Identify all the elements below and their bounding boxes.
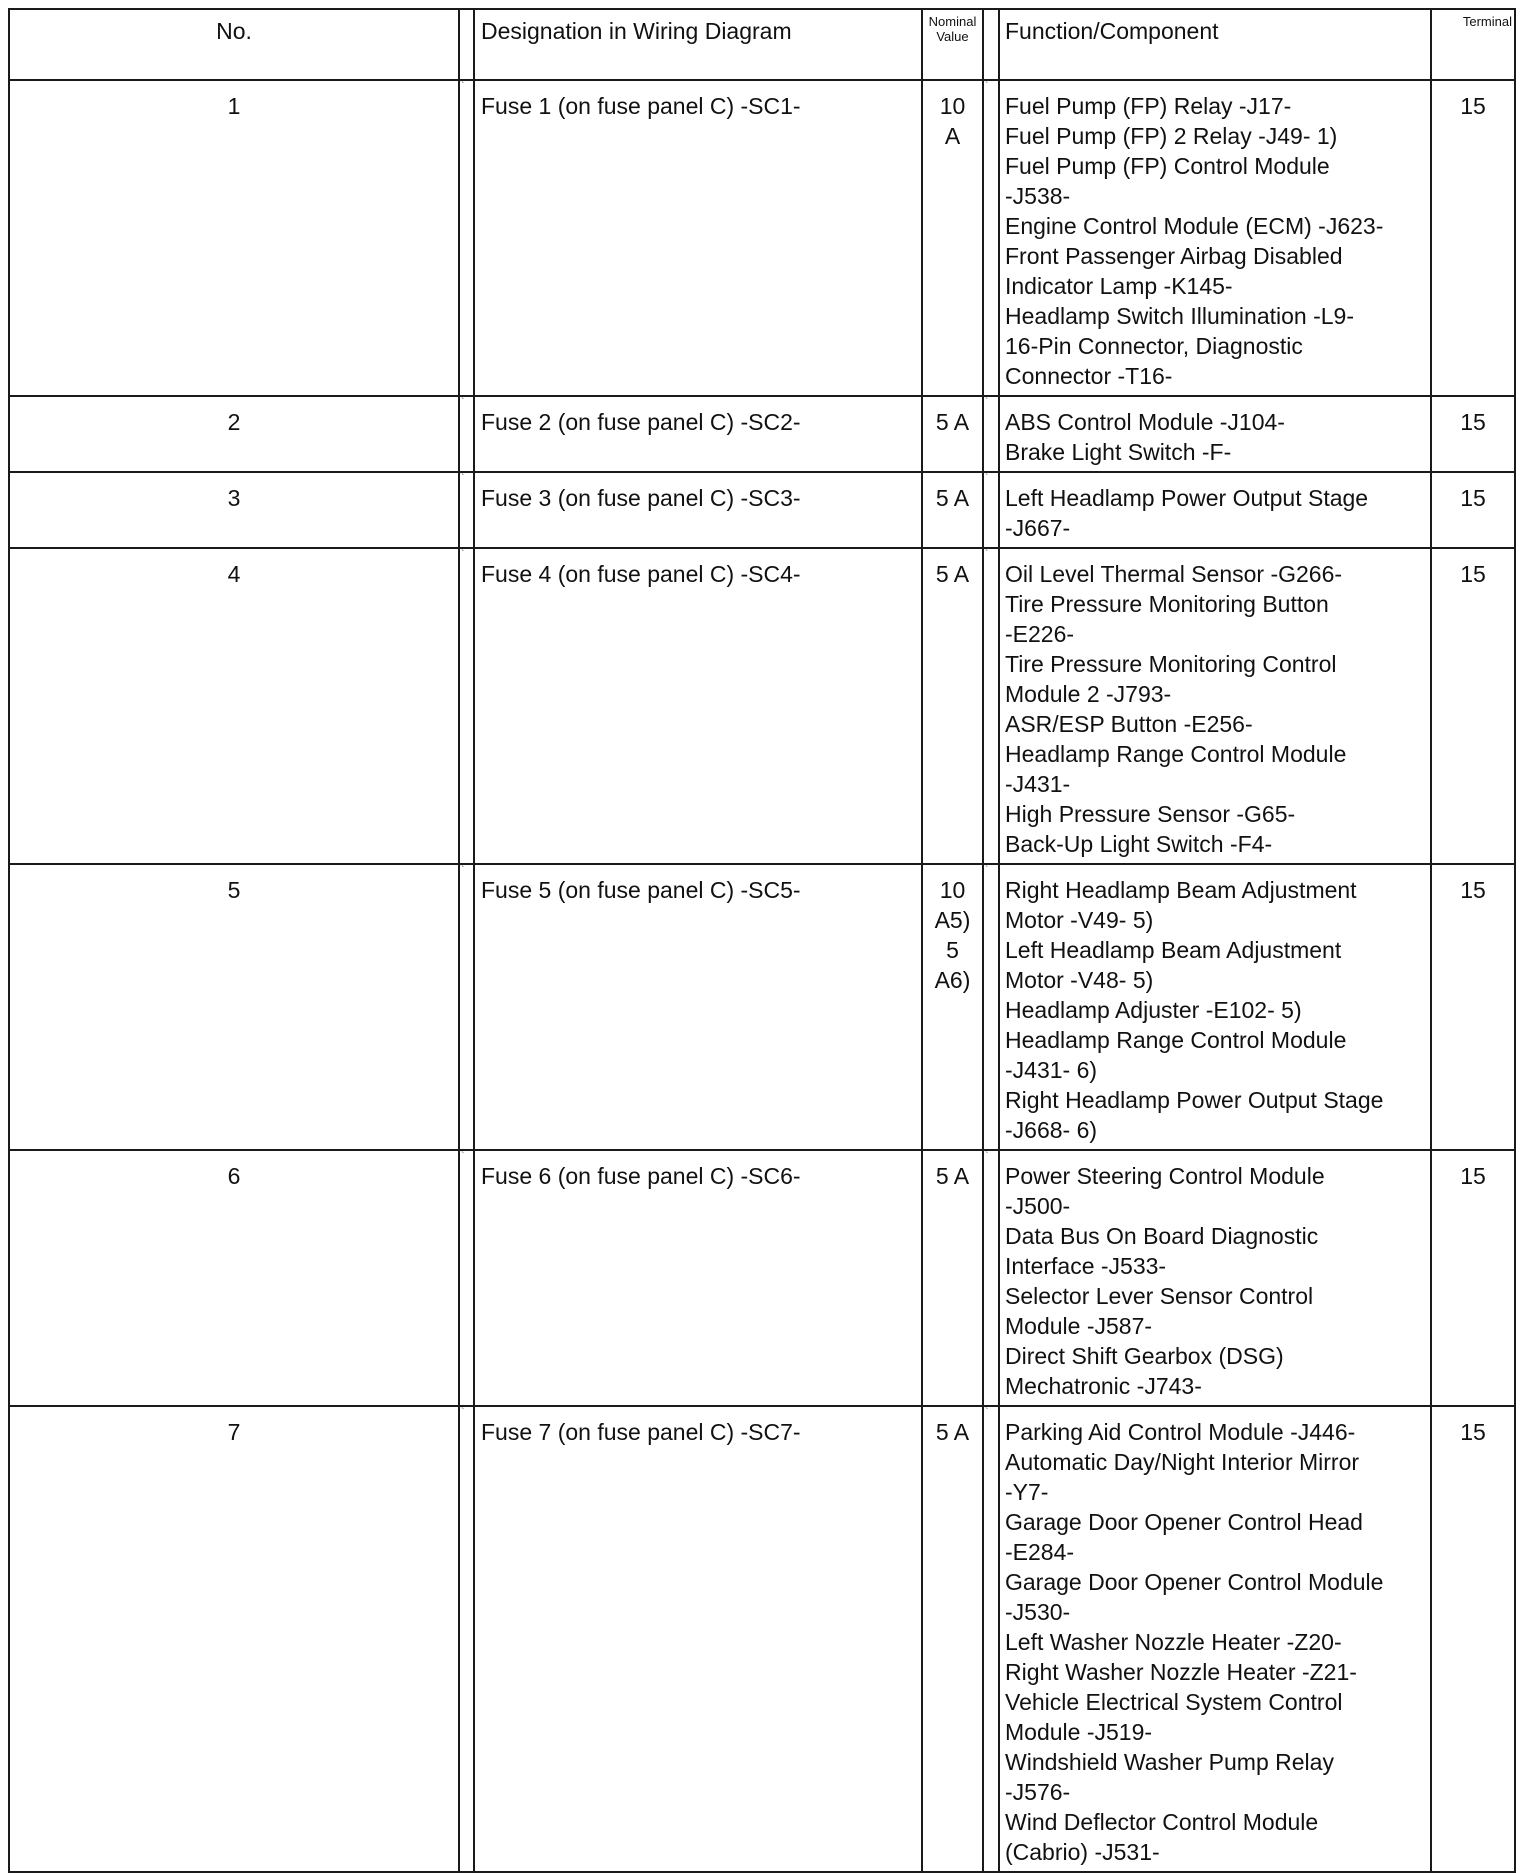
function-line: Headlamp Switch Illumination -L9- bbox=[1005, 303, 1354, 329]
function-line: -J667- bbox=[1005, 515, 1071, 541]
function-line: -J500- bbox=[1005, 1193, 1071, 1219]
table-row bbox=[9, 1406, 1515, 1872]
fuse-number: 6 bbox=[9, 1150, 459, 1406]
header-no: No. bbox=[9, 9, 459, 80]
fuse-number: 7 bbox=[9, 1406, 459, 1872]
spacer-cell bbox=[983, 80, 999, 396]
spacer-mark: ` bbox=[985, 1151, 989, 1162]
table-row bbox=[9, 548, 1515, 864]
nominal-value bbox=[922, 80, 983, 396]
nominal-value-line: 5 A bbox=[935, 561, 970, 587]
spacer-mark: ` bbox=[985, 1407, 989, 1418]
function-line: Tire Pressure Monitoring Button bbox=[1005, 591, 1329, 617]
terminal: 15 bbox=[1431, 80, 1515, 396]
spacer-cell bbox=[459, 864, 474, 1150]
spacer-mark: ` bbox=[461, 1407, 465, 1418]
function-line: -J668- 6) bbox=[1005, 1117, 1098, 1143]
fuse-table bbox=[8, 8, 1516, 1873]
designation: Fuse 1 (on fuse panel C) -SC1- bbox=[474, 80, 922, 396]
terminal: 15 bbox=[1431, 548, 1515, 864]
function-line: Left Headlamp Power Output Stage bbox=[1005, 485, 1369, 511]
table-row bbox=[9, 396, 1515, 472]
function-line: Back-Up Light Switch -F4- bbox=[1005, 831, 1273, 857]
function-line: Front Passenger Airbag Disabled bbox=[1005, 243, 1343, 269]
table-row bbox=[9, 472, 1515, 548]
function-line: ABS Control Module -J104- bbox=[1005, 409, 1285, 435]
spacer-cell bbox=[983, 1150, 999, 1406]
function-line: Automatic Day/Night Interior Mirror bbox=[1005, 1449, 1360, 1475]
function-line: -J538- bbox=[1005, 183, 1071, 209]
spacer-mark: ` bbox=[461, 473, 465, 484]
function-line: (Cabrio) -J531- bbox=[1005, 1839, 1160, 1865]
function-line: Power Steering Control Module bbox=[1005, 1163, 1325, 1189]
nominal-value-line: A bbox=[944, 123, 961, 149]
function-line: Garage Door Opener Control Module bbox=[1005, 1569, 1384, 1595]
function-line: Motor -V48- 5) bbox=[1005, 967, 1154, 993]
terminal: 15 bbox=[1431, 472, 1515, 548]
terminal: 15 bbox=[1431, 396, 1515, 472]
fuse-table-body bbox=[9, 80, 1515, 1872]
spacer-mark: ` bbox=[461, 1151, 465, 1162]
function-line: Windshield Washer Pump Relay bbox=[1005, 1749, 1334, 1775]
header-nominal-value: Nominal Value bbox=[922, 9, 983, 80]
nominal-value-line: 5 A bbox=[935, 1163, 970, 1189]
spacer-mark: ` bbox=[985, 81, 989, 92]
function-line: Connector -T16- bbox=[1005, 363, 1173, 389]
spacer-cell bbox=[459, 396, 474, 472]
header-designation: Designation in Wiring Diagram bbox=[474, 9, 922, 80]
function-line: -E226- bbox=[1005, 621, 1075, 647]
spacer-cell bbox=[459, 80, 474, 396]
header-spacer bbox=[983, 9, 999, 80]
function-line: Selector Lever Sensor Control bbox=[1005, 1283, 1314, 1309]
nominal-value-line: 5 bbox=[946, 937, 959, 963]
function-line: Garage Door Opener Control Head bbox=[1005, 1509, 1363, 1535]
designation: Fuse 3 (on fuse panel C) -SC3- bbox=[474, 472, 922, 548]
spacer-cell bbox=[459, 1406, 474, 1872]
function-line: Fuel Pump (FP) Control Module bbox=[1005, 153, 1330, 179]
terminal: 15 bbox=[1431, 1150, 1515, 1406]
spacer-cell bbox=[983, 396, 999, 472]
function-line: Direct Shift Gearbox (DSG) bbox=[1005, 1343, 1284, 1369]
function-line: Headlamp Range Control Module bbox=[1005, 1027, 1347, 1053]
nominal-value-line: A5) bbox=[934, 907, 971, 933]
function-line: Mechatronic -J743- bbox=[1005, 1373, 1202, 1399]
function-line: -E284- bbox=[1005, 1539, 1075, 1565]
spacer-cell bbox=[983, 1406, 999, 1872]
function-component bbox=[999, 548, 1431, 864]
terminal: 15 bbox=[1431, 1406, 1515, 1872]
nominal-value bbox=[922, 396, 983, 472]
function-line: Motor -V49- 5) bbox=[1005, 907, 1154, 933]
spacer-cell bbox=[459, 548, 474, 864]
spacer-cell bbox=[983, 548, 999, 864]
function-line: High Pressure Sensor -G65- bbox=[1005, 801, 1296, 827]
function-component bbox=[999, 472, 1431, 548]
function-line: Oil Level Thermal Sensor -G266- bbox=[1005, 561, 1343, 587]
nominal-value bbox=[922, 864, 983, 1150]
function-line: Right Headlamp Power Output Stage bbox=[1005, 1087, 1384, 1113]
function-line: Fuel Pump (FP) 2 Relay -J49- 1) bbox=[1005, 123, 1338, 149]
function-line: -J431- bbox=[1005, 771, 1071, 797]
function-line: Right Washer Nozzle Heater -Z21- bbox=[1005, 1659, 1357, 1685]
function-component bbox=[999, 1150, 1431, 1406]
function-line: -J431- 6) bbox=[1005, 1057, 1098, 1083]
function-line: Tire Pressure Monitoring Control bbox=[1005, 651, 1337, 677]
spacer-mark: ` bbox=[985, 397, 989, 408]
function-line: Fuel Pump (FP) Relay -J17- bbox=[1005, 93, 1292, 119]
function-line: ASR/ESP Button -E256- bbox=[1005, 711, 1253, 737]
terminal: 15 bbox=[1431, 864, 1515, 1150]
nominal-value-line: 10 bbox=[939, 877, 966, 903]
function-line: Parking Aid Control Module -J446- bbox=[1005, 1419, 1356, 1445]
function-line: Vehicle Electrical System Control bbox=[1005, 1689, 1343, 1715]
function-line: 16-Pin Connector, Diagnostic bbox=[1005, 333, 1303, 359]
fuse-number: 2 bbox=[9, 396, 459, 472]
spacer-mark: ` bbox=[461, 397, 465, 408]
nominal-value-line: 5 A bbox=[935, 1419, 970, 1445]
function-line: Right Headlamp Beam Adjustment bbox=[1005, 877, 1357, 903]
table-row bbox=[9, 864, 1515, 1150]
function-line: Left Headlamp Beam Adjustment bbox=[1005, 937, 1342, 963]
function-line: Module 2 -J793- bbox=[1005, 681, 1172, 707]
spacer-cell bbox=[459, 1150, 474, 1406]
function-component bbox=[999, 864, 1431, 1150]
fuse-number: 4 bbox=[9, 548, 459, 864]
spacer-mark: ` bbox=[461, 865, 465, 876]
designation: Fuse 4 (on fuse panel C) -SC4- bbox=[474, 548, 922, 864]
function-line: Module -J519- bbox=[1005, 1719, 1153, 1745]
spacer-cell bbox=[983, 864, 999, 1150]
designation: Fuse 5 (on fuse panel C) -SC5- bbox=[474, 864, 922, 1150]
fuse-number: 3 bbox=[9, 472, 459, 548]
fuse-number: 1 bbox=[9, 80, 459, 396]
nominal-value bbox=[922, 1406, 983, 1872]
fuse-number: 5 bbox=[9, 864, 459, 1150]
table-row bbox=[9, 1150, 1515, 1406]
nominal-value-line: 5 A bbox=[935, 485, 970, 511]
function-line: Indicator Lamp -K145- bbox=[1005, 273, 1233, 299]
function-line: Left Washer Nozzle Heater -Z20- bbox=[1005, 1629, 1342, 1655]
spacer-cell bbox=[983, 472, 999, 548]
function-line: Data Bus On Board Diagnostic bbox=[1005, 1223, 1319, 1249]
spacer-mark: ` bbox=[461, 81, 465, 92]
spacer-mark: ` bbox=[985, 865, 989, 876]
nominal-value-line: 5 A bbox=[935, 409, 970, 435]
function-line: Headlamp Adjuster -E102- 5) bbox=[1005, 997, 1302, 1023]
header-spacer bbox=[459, 9, 474, 80]
nominal-value bbox=[922, 472, 983, 548]
function-line: -Y7- bbox=[1005, 1479, 1049, 1505]
spacer-mark: ` bbox=[461, 549, 465, 560]
header-row bbox=[9, 9, 1515, 80]
function-component bbox=[999, 80, 1431, 396]
designation: Fuse 7 (on fuse panel C) -SC7- bbox=[474, 1406, 922, 1872]
function-component bbox=[999, 396, 1431, 472]
nominal-value bbox=[922, 1150, 983, 1406]
designation: Fuse 6 (on fuse panel C) -SC6- bbox=[474, 1150, 922, 1406]
designation: Fuse 2 (on fuse panel C) -SC2- bbox=[474, 396, 922, 472]
spacer-mark: ` bbox=[985, 549, 989, 560]
function-line: Brake Light Switch -F- bbox=[1005, 439, 1232, 465]
spacer-mark: ` bbox=[985, 473, 989, 484]
function-component bbox=[999, 1406, 1431, 1872]
spacer-cell bbox=[459, 472, 474, 548]
function-line: Engine Control Module (ECM) -J623- bbox=[1005, 213, 1384, 239]
nominal-value-line: 10 bbox=[939, 93, 966, 119]
nominal-value bbox=[922, 548, 983, 864]
function-line: Interface -J533- bbox=[1005, 1253, 1167, 1279]
header-function-component: Function/Component bbox=[999, 9, 1431, 80]
nominal-value-line: A6) bbox=[934, 967, 971, 993]
function-line: -J530- bbox=[1005, 1599, 1071, 1625]
function-line: Wind Deflector Control Module bbox=[1005, 1809, 1319, 1835]
header-terminal: Terminal bbox=[1431, 9, 1515, 80]
function-line: Module -J587- bbox=[1005, 1313, 1153, 1339]
function-line: -J576- bbox=[1005, 1779, 1071, 1805]
function-line: Headlamp Range Control Module bbox=[1005, 741, 1347, 767]
table-row bbox=[9, 80, 1515, 396]
